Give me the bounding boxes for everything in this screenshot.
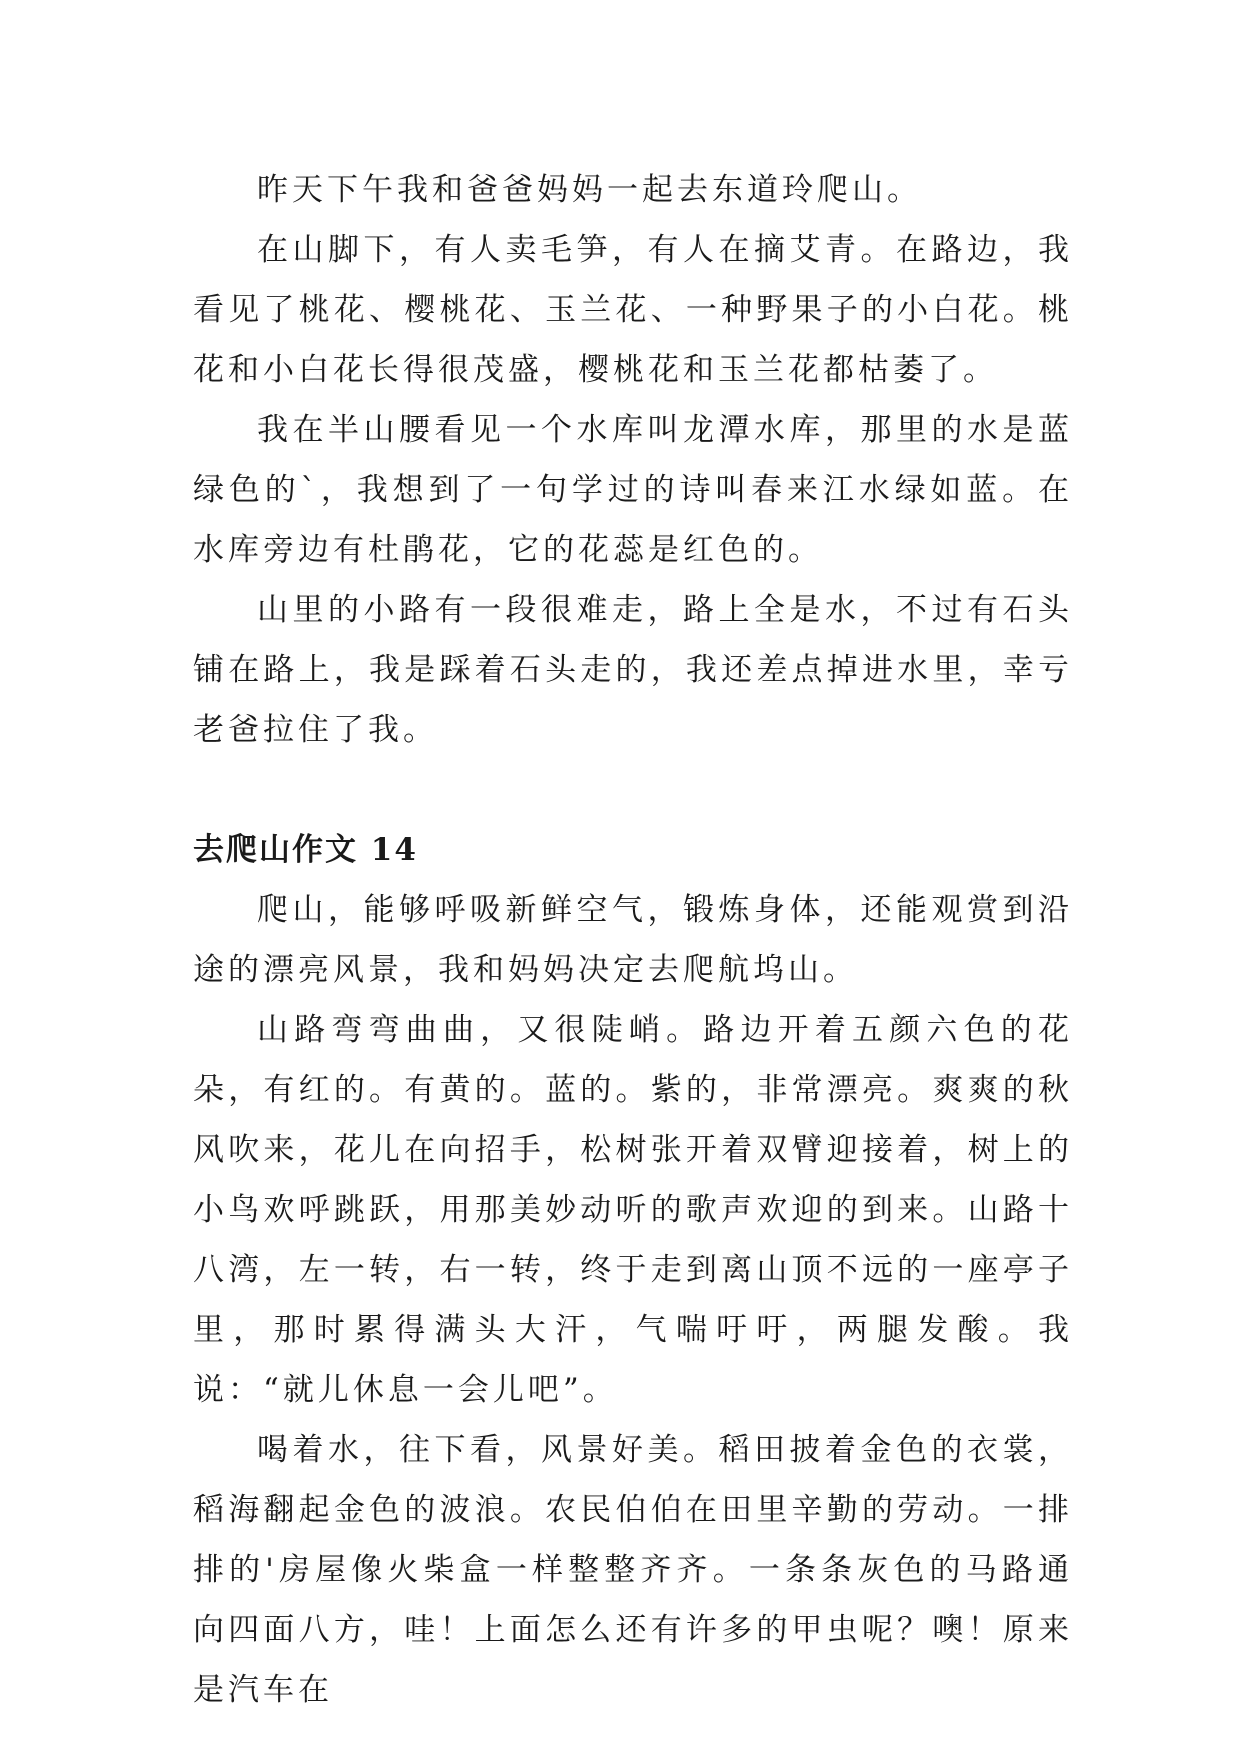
paragraph: 喝着水，往下看，风景好美。稻田披着金色的衣裳，稻海翻起金色的波浪。农民伯伯在田里辛勤的劳动。一排排的'房屋像火柴盒一样整整齐齐。一条条灰色的马路通向四面八方，哇！上面怎么还有许多的甲虫呢？噢！原来是汽车在 bbox=[193, 1432, 1073, 1708]
document-body bbox=[193, 160, 1073, 1720]
paragraph: 我在半山腰看见一个水库叫龙潭水库，那里的水是蓝绿色的`，我想到了一句学过的诗叫春来江水绿如蓝。在水库旁边有杜鹃花，它的花蕊是红色的。 bbox=[193, 412, 1073, 568]
section-spacer bbox=[193, 760, 1073, 820]
paragraph: 山里的小路有一段很难走，路上全是水，不过有石头铺在路上，我是踩着石头走的，我还差点掉进水里，幸亏老爸拉住了我。 bbox=[193, 592, 1073, 748]
paragraph: 在山脚下，有人卖毛笋，有人在摘艾青。在路边，我看见了桃花、樱桃花、玉兰花、一种野果子的小白花。桃花和小白花长得很茂盛，樱桃花和玉兰花都枯萎了。 bbox=[193, 232, 1073, 388]
section-title: 去爬山作文 14 bbox=[193, 832, 418, 868]
paragraph: 山路弯弯曲曲，又很陡峭。路边开着五颜六色的花朵，有红的。有黄的。蓝的。紫的，非常漂亮。爽爽的秋风吹来，花儿在向招手，松树张开着双臂迎接着，树上的小鸟欢呼跳跃，用那美妙动听的歌声欢迎的到来。山路十八湾，左一转，右一转，终于走到离山顶不远的一座亭子里，那时累得满头大汗，气喘吁吁，两腿发酸。我说：“就儿休息一会儿吧”。 bbox=[193, 1012, 1073, 1408]
paragraph: 爬山，能够呼吸新鲜空气，锻炼身体，还能观赏到沿途的漂亮风景，我和妈妈决定去爬航坞山。 bbox=[193, 892, 1073, 988]
paragraph: 昨天下午我和爸爸妈妈一起去东道玲爬山。 bbox=[257, 172, 922, 208]
